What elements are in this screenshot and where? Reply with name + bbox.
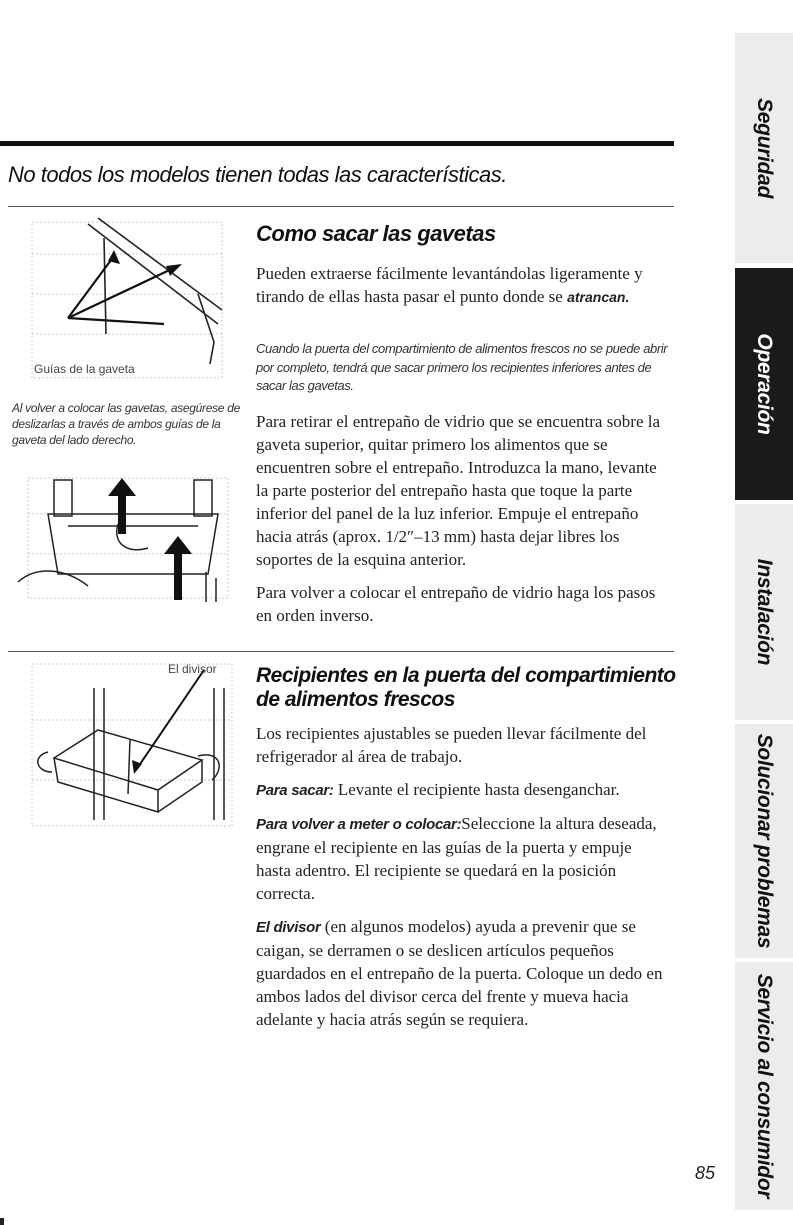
side-tab-servicio-al-consumidor[interactable] (735, 962, 793, 1210)
bottom-mark (0, 1218, 4, 1225)
reinstall-text: Seleccione la altura deseada, engrane el recipiente en las guías de la puerta y empuje hasta adentro. El recipiente se quedará en la posición correcta. (256, 814, 657, 903)
side-tab-seguridad[interactable] (735, 33, 793, 263)
top-rule (0, 141, 674, 146)
side-tab-label: Instalación (753, 558, 776, 666)
section1-intro (256, 262, 656, 309)
section1-note: Cuando la puerta del compartimiento de alimentos frescos no se puede abrir por completo, tendrá que sacar primero los recipientes inferiores antes de sacar las gavetas. (256, 341, 668, 393)
section2-body (256, 722, 666, 1041)
models-note: No todos los modelos tienen todas las características. (8, 162, 507, 187)
section2-remove-instructions (256, 778, 666, 802)
divider-label: El divisor (168, 662, 217, 676)
drawer-guides-label: Guías de la gaveta (34, 362, 135, 376)
side-tab-instalacion[interactable] (735, 504, 793, 720)
section1-body (256, 410, 666, 637)
section1-intro-emphasis: atrancan. (567, 289, 630, 305)
side-tab-label: Operación (753, 333, 776, 435)
section1-intro-text: Pueden extraerse fácilmente levantándolas ligeramente y tirando de ellas hasta pasar el punto donde se (256, 264, 643, 306)
section1-reinstall-instructions: Para volver a colocar el entrepaño de vidrio haga los pasos en orden inverso. (256, 583, 656, 625)
page-number: 85 (695, 1163, 716, 1183)
section-divider-top (8, 206, 674, 207)
drawer-guides-illustration (28, 214, 228, 384)
side-tab-operacion[interactable] (735, 268, 793, 500)
section-title-door-bins: Recipientes en la puerta del compartimiento de alimentos frescos (256, 664, 676, 711)
drawer-guides-caption: Al volver a colocar las gavetas, asegúrese de deslizarlas a través de ambos guías de la gaveta del lado derecho. (12, 401, 240, 447)
remove-text: Levante el recipiente hasta desenganchar. (333, 780, 620, 799)
section-title-remove-drawers: Como sacar las gavetas (256, 221, 496, 246)
side-tab-label: Solucionar problemas (753, 733, 776, 949)
section2-divider-instructions (256, 915, 666, 1031)
reinstall-lead: Para volver a meter o colocar: (256, 816, 462, 833)
divider-text: (en algunos modelos) ayuda a prevenir que se caigan, se derramen o se deslicen artículos pequeños guardados en el entrepaño de la puerta. Coloque un dedo en ambos lados del divisor cerca del frente y mueva hacia adelante y hacia atrás según se requiera. (256, 917, 663, 1029)
side-tab-label: Servicio al consumidor (753, 973, 776, 1199)
door-bin-divider-illustration (28, 660, 236, 830)
section-divider-middle (8, 651, 674, 652)
section2-intro: Los recipientes ajustables se pueden llevar fácilmente del refrigerador al área de trabajo. (256, 724, 647, 766)
divider-lead: El divisor (256, 919, 321, 936)
section2-reinstall-instructions (256, 812, 666, 905)
side-tab-solucionar-problemas[interactable] (735, 724, 793, 958)
section1-shelf-instructions: Para retirar el entrepaño de vidrio que se encuentra sobre la gaveta superior, quitar primero los alimentos que se encuentren sobre el entrepaño. Introduzca la mano, levante la parte posterior del entrepaño hasta que toque la parte inferior del panel de la luz inferior. Empuje el entrepaño hacia atrás (aprox. 1/2″–13 mm) hasta dejar libres los soportes de la esquina anterior. (256, 412, 661, 569)
remove-lead: Para sacar: (256, 782, 334, 799)
side-tab-label: Seguridad (753, 98, 776, 198)
shelf-removal-illustration (8, 474, 234, 604)
